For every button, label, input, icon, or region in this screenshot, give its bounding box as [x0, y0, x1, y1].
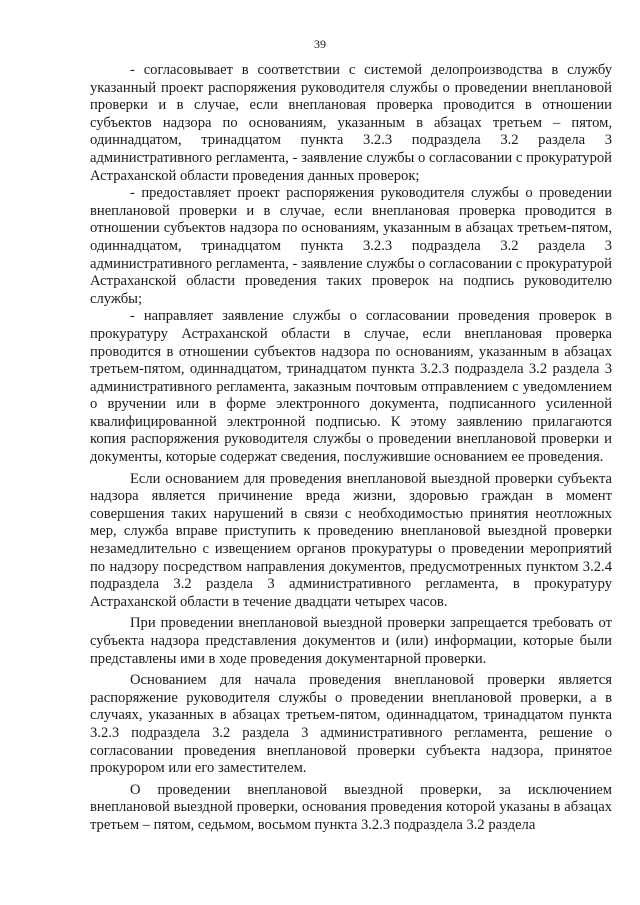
paragraph-urgent-inspection: Если основанием для проведения внеплановой выездной проверки субъекта надзора является причинение вреда жизни, здоровью граждан в момент совершения таких нарушений в связи с необходимостью принятия неотложных мер, служба вправе приступить к проведению внеплановой выездной проверки незамедлительно с извещением органов прокуратуры о проведении мероприятий по надзору посредством направления документов, предусмотренных пунктом 3.2.4 подраздела 3.2 раздела 3 административного регламента, в прокуратуру Астраханской области в течение двадцати четырех часов.	[90, 470, 612, 610]
paragraph-document-prohibition: При проведении внеплановой выездной проверки запрещается требовать от субъекта надзора представления документов и (или) информации, которые были представлены ими в ходе проведения документарной проверки.	[90, 615, 612, 667]
paragraph-submit-for-signature: - предоставляет проект распоряжения руководителя службы о проведении внеплановой проверки и в случае, если внеплановая проверка проводится в отношении субъектов надзора по основаниям, указанным в абзацах третьем-пятом, одиннадцатом, тринадцатом пункта 3.2.3 подраздела 3.2 раздела 3 административного регламента, - заявление службы о согласовании с прокуратурой Астраханской области проведения таких проверок на подпись руководителю службы;	[90, 185, 612, 307]
paragraph-send-to-prosecutor: - направляет заявление службы о согласовании проведения проверок в прокуратуру Астраханской области в случае, если внеплановая проверка проводится в отношении субъектов надзора по основаниям, указанным в абзацах третьем-пятом, одиннадцатом, тринадцатом пункта 3.2.3 подраздела 3.2 раздела 3 административного регламента, заказным почтовым отправлением с уведомлением о вручении или в форме электронного документа, подписанного усиленной квалифицированной электронной подписью. К этому заявлению прилагаются копия распоряжения руководителя службы о проведении внеплановой проверки и документы, которые содержат сведения, послужившие основанием ее проведения.	[90, 308, 612, 466]
page-number: 39	[314, 37, 326, 51]
paragraph-agreement-routing: - согласовывает в соответствии с системой делопроизводства в службу указанный проект распоряжения руководителя службы о проведении внеплановой проверки и в случае, если внеплановая проверка проводится в отношении субъектов надзора по основаниям, указанным в абзацах третьем – пятом, одиннадцатом, тринадцатом пункта 3.2.3 подраздела 3.2 раздела 3 административного регламента, - заявление службы о согласовании с прокуратурой Астраханской области проведения данных проверок;	[90, 62, 612, 184]
paragraph-inspection-basis: Основанием для начала проведения внеплановой проверки является распоряжение руководителя службы о проведении внеплановой проверки, а в случаях, указанных в абзацах третьем-пятом, одиннадцатом, тринадцатом пункта 3.2.3 подраздела 3.2 раздела 3 административного регламента, решение о согласовании проведения внеплановой проверки субъекта надзора, принятое прокурором или его заместителем.	[90, 672, 612, 777]
paragraph-inspection-notice: О проведении внеплановой выездной проверки, за исключением внеплановой выездной проверки, основания проведения которой указаны в абзацах третьем – пятом, седьмом, восьмом пункта 3.2.3 подраздела 3.2 раздела	[90, 781, 612, 833]
document-body	[90, 62, 612, 835]
